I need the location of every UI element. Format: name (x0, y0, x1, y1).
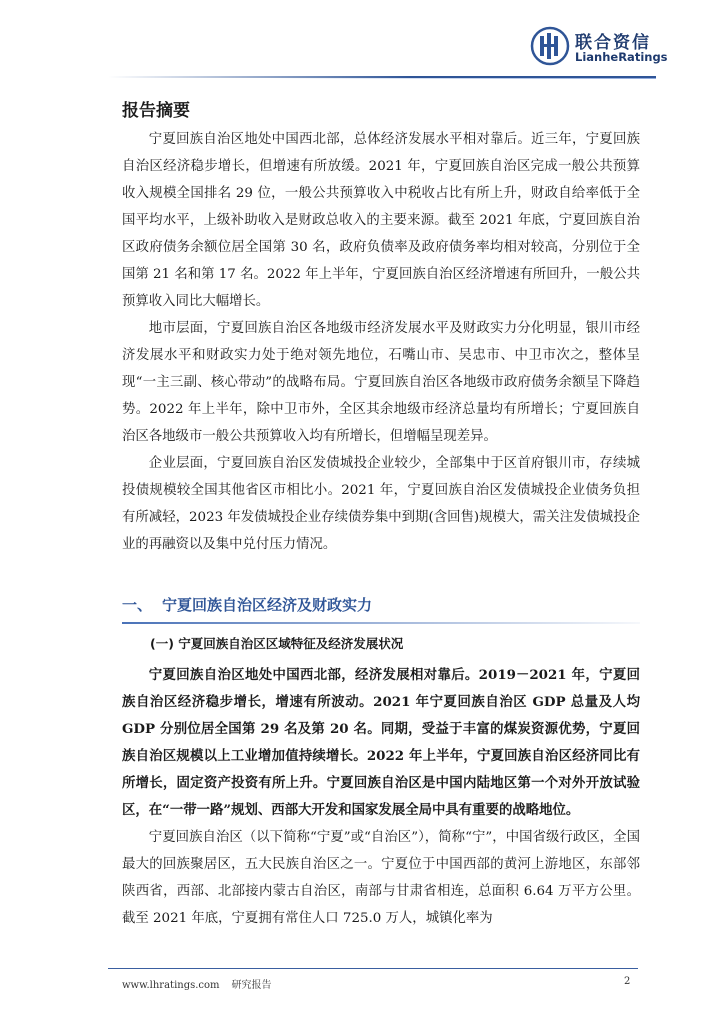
summary-paragraph-1: 宁夏回族自治区地处中国西北部，总体经济发展水平相对靠后。近三年，宁夏回族自治区经济稳步增长，但增速有所放缓。2021 年，宁夏回族自治区完成一般公共预算收入规模全国排名 29 位，一般公共预算收入中税收占比有所上升，财政自给率低于全国平均水平，上级补助收入是财政总收入的主要来源。截至 2021 年底，宁夏回族自治区政府债务余额位居全国第 30 名，政府负债率及政府债务率均相对较高，分别位于全国第 21 名和第 17 名。2022 年上半年，宁夏回族自治区经济增速有所回升，一般公共预算收入同比大幅增长。 (122, 132, 640, 309)
lianhe-logo-icon (530, 26, 570, 66)
footer-label: 研究报告 (231, 980, 272, 991)
section-body-paragraph: 宁夏回族自治区（以下简称“宁夏”或“自治区”），简称“宁”，中国省级行政区，全国最大的回族聚居区，五大民族自治区之一。宁夏位于中国西部的黄河上游地区，东部邻陕西省，西部、北部接内蒙古自治区，南部与甘肃省相连，总面积 6.64 万平方公里。截至 2021 年底，宁夏拥有常住人口 725.0 万人，城镇化率为 (122, 830, 640, 926)
footer-divider (108, 968, 638, 969)
section-number: 一、 (122, 596, 153, 614)
section-body (122, 662, 640, 932)
summary-title: 报告摘要 (122, 101, 190, 121)
header-divider (108, 76, 656, 79)
section-title: 宁夏回族自治区经济及财政实力 (162, 596, 373, 614)
section-bold-paragraph: 宁夏回族自治区地处中国西北部，经济发展相对靠后。2019－2021 年，宁夏回族自治区经济稳步增长，增速有所波动。2021 年宁夏回族自治区 GDP 总量及人均 GDP 分别位居全国第 29 名及第 20 名。同期，受益于丰富的煤炭资源优势，宁夏回族自治区规模以上工业增加值持续增长。2022 年上半年，宁夏回族自治区经济同比有所增长，固定资产投资有所上升。宁夏回族自治区是中国内陆地区第一个对外开放试验区，在“一带一路”规划、西部大开发和国家发展全局中具有重要的战略地位。 (122, 667, 640, 818)
summary-paragraph-2: 地市层面，宁夏回族自治区各地级市经济发展水平及财政实力分化明显，银川市经济发展水平和财政实力处于绝对领先地位，石嘴山市、吴忠市、中卫市次之，整体呈现“一主三副、核心带动”的战略布局。宁夏回族自治区各地级市政府债务余额呈下降趋势。2022 年上半年，除中卫市外，全区其余地级市经济总量均有所增长；宁夏回族自治区各地级市一般公共预算收入均有所增长，但增幅呈现差异。 (122, 321, 640, 444)
section-underline (122, 622, 640, 624)
section-heading (122, 594, 642, 615)
page-number: 2 (624, 976, 631, 987)
summary-paragraph-3: 企业层面，宁夏回族自治区发债城投企业较少，全部集中于区首府银川市，存续城投债规模较全国其他省区市相比小。2021 年，宁夏回族自治区发债城投企业债务负担有所减轻，2023 年发债城投企业存续债券集中到期(含回售)规模大，需关注发债城投企业的再融资以及集中兑付压力情况。 (122, 456, 640, 552)
footer-website: www.lhratings.com (122, 980, 220, 991)
company-logo (530, 26, 710, 68)
subsection-title: (一) 宁夏回族自治区区域特征及经济发展状况 (150, 636, 404, 651)
logo-chinese-name: 联合资信 (575, 33, 651, 53)
footer-left (122, 976, 272, 991)
logo-english-name: LianheRatings (575, 50, 668, 64)
summary-body (122, 126, 640, 558)
